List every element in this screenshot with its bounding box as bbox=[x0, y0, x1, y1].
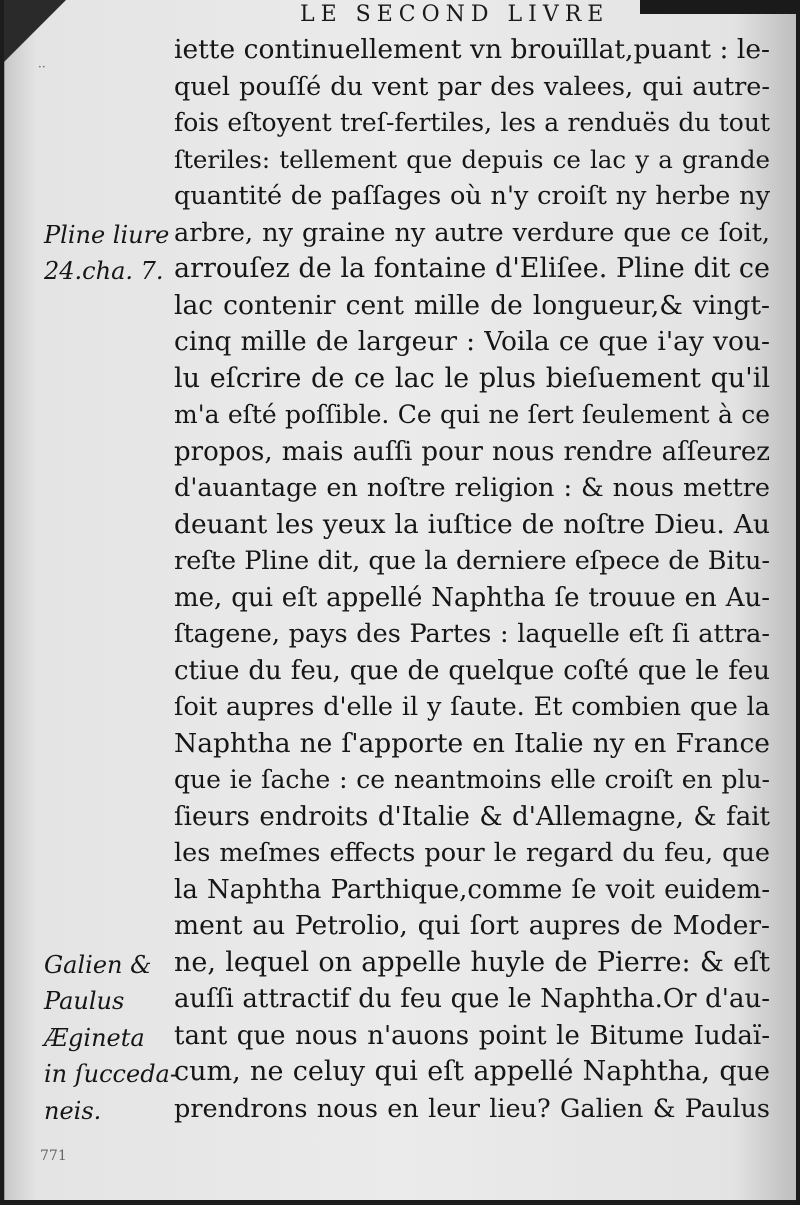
text-line: deuant les yeux la iuſtice de noſtre Dieu. Au bbox=[174, 508, 770, 540]
scan-edge-top bbox=[640, 0, 800, 14]
text-line: prendrons nous en leur lieu? Galien & Paulus bbox=[174, 1093, 770, 1124]
text-line: lac contenir cent mille de longueur,& vingt- bbox=[174, 289, 770, 321]
text-line: ſteriles: tellement que depuis ce lac y a grande bbox=[174, 144, 770, 174]
margin-note: Pline liure bbox=[44, 220, 170, 249]
text-line: la Naphtha Parthique,comme ſe voit euidem- bbox=[174, 874, 770, 905]
margin-note: in ſucceda- bbox=[44, 1060, 178, 1088]
margin-note: neis. bbox=[44, 1096, 102, 1125]
folded-corner bbox=[4, 0, 66, 62]
text-line: ſoit aupres d'elle il y ſaute. Et combien que la bbox=[174, 692, 770, 722]
text-line: cum, ne celuy qui eſt appellé Naphtha, que bbox=[174, 1056, 770, 1087]
signature-mark: 771 bbox=[40, 1148, 67, 1164]
text-line: propos, mais auſſi pour nous rendre aſſeurez bbox=[174, 436, 770, 467]
text-line: ctiue du feu, que de quelque coſté que le feu bbox=[174, 655, 770, 686]
text-line: cinq mille de largeur : Voila ce que i'ay vou- bbox=[174, 326, 770, 357]
text-line: reſte Pline dit, que la derniere eſpece de Bitu- bbox=[174, 546, 770, 576]
text-line: que ie ſache : ce neantmoins elle croiſt en plu- bbox=[174, 765, 770, 794]
text-line: arbre, ny graine ny autre verdure que ce ſoit, bbox=[174, 217, 770, 248]
text-line: arrouſez de la fontaine d'Eliſee. Pline dit ce bbox=[174, 253, 770, 284]
text-line: d'auantage en noſtre religion : & nous mettre bbox=[174, 473, 770, 503]
text-line: ne, lequel on appelle huyle de Pierre: & eſt bbox=[174, 946, 770, 978]
text-line: les meſmes effects pour le regard du feu, que bbox=[174, 838, 770, 868]
text-line: m'a eſté poſſible. Ce qui ne ſert ſeulement à ce bbox=[174, 400, 770, 429]
body-text bbox=[174, 32, 770, 1127]
text-line: ſtagene, pays des Partes : laquelle eſt ſi attra- bbox=[174, 619, 770, 649]
text-line: iette continuellement vn brouïllat,puant : le- bbox=[174, 34, 770, 65]
text-line: ſieurs endroits d'Italie & d'Allemagne, & fait bbox=[174, 801, 770, 832]
scan-edge-right bbox=[796, 0, 800, 1205]
text-line: quel pouſſé du vent par des valees, qui autre- bbox=[174, 71, 770, 102]
text-line: fois eſtoyent treſ-fertiles, les a renduës du tout bbox=[174, 108, 770, 137]
margin-note: 24.cha. 7. bbox=[44, 257, 164, 285]
margin-note: Galien & bbox=[44, 950, 152, 979]
text-line: auſſi attractif du feu que le Naphtha.Or d'au- bbox=[174, 984, 770, 1014]
running-head: LE SECOND LIVRE bbox=[300, 2, 610, 27]
text-line: tant que nous n'auons point le Bitume Iudaï- bbox=[174, 1020, 770, 1051]
text-line: lu eſcrire de ce lac le plus bieſuement qu'il bbox=[174, 362, 770, 394]
text-line: me, qui eſt appellé Naphtha ſe trouue en Au- bbox=[174, 582, 770, 613]
text-line: Naphtha ne ſ'apporte en Italie ny en France bbox=[174, 727, 770, 759]
text-line: ment au Petrolio, qui ſort aupres de Moder- bbox=[174, 910, 770, 941]
speck-mark: ·· bbox=[38, 60, 46, 74]
text-line: quantité de paſſages où n'y croiſt ny herbe ny bbox=[174, 181, 770, 211]
margin-note: Paulus bbox=[44, 987, 125, 1015]
margin-note: Ægineta bbox=[44, 1023, 145, 1052]
